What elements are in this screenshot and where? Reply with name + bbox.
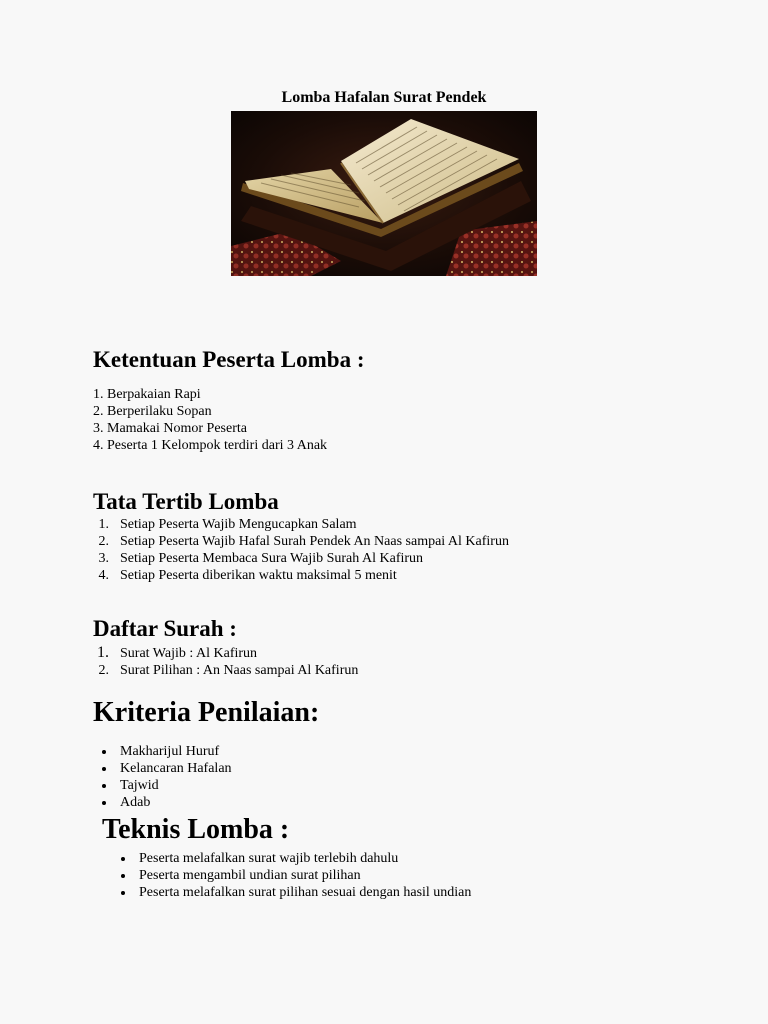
list-item-text: Tajwid xyxy=(120,778,159,793)
list-item-text: Setiap Peserta Wajib Hafal Surah Pendek An Naas sampai Al Kafirun xyxy=(120,534,509,549)
list-item: 1. Berpakaian Rapi xyxy=(93,387,201,402)
bullet-icon xyxy=(121,874,125,878)
list-item-text: Setiap Peserta diberikan waktu maksimal 5 menit xyxy=(120,568,397,583)
quran-photo xyxy=(231,111,537,276)
list-item: 3. Mamakai Nomor Peserta xyxy=(93,421,247,436)
section-heading-ketentuan: Ketentuan Peserta Lomba : xyxy=(93,347,365,372)
bullet-icon xyxy=(102,784,106,788)
list-item-text: Setiap Peserta Membaca Sura Wajib Surah Al Kafirun xyxy=(120,551,424,566)
list-number: 4. xyxy=(98,568,109,583)
bullet-icon xyxy=(102,801,106,805)
list-number: 2. xyxy=(98,534,109,549)
list-item-text: Peserta mengambil undian surat pilihan xyxy=(139,868,361,883)
list-number: 3. xyxy=(98,551,109,566)
bullet-icon xyxy=(121,857,125,861)
list-item: 2. Berperilaku Sopan xyxy=(93,404,212,419)
list-item-text: Surat Wajib : Al Kafirun xyxy=(120,646,258,661)
section-heading-teknis: Teknis Lomba : xyxy=(102,814,290,845)
list-item-text: Surat Pilihan : An Naas sampai Al Kafirun xyxy=(120,663,359,678)
section-heading-kriteria: Kriteria Penilaian: xyxy=(93,697,320,728)
list-number: 1. xyxy=(98,517,109,532)
bullet-icon xyxy=(102,767,106,771)
bullet-icon xyxy=(121,891,125,895)
list-item-text: Makharijul Huruf xyxy=(120,744,220,759)
document-title: Lomba Hafalan Surat Pendek xyxy=(281,89,487,106)
section-heading-tata-tertib: Tata Tertib Lomba xyxy=(93,489,279,514)
list-item-text: Peserta melafalkan surat pilihan sesuai dengan hasil undian xyxy=(139,885,472,900)
list-number: 2. xyxy=(98,663,109,678)
quran-book-icon xyxy=(231,111,537,276)
list-item-text: Setiap Peserta Wajib Mengucapkan Salam xyxy=(120,517,357,532)
list-item-text: Kelancaran Hafalan xyxy=(120,761,232,776)
list-item-text: Peserta melafalkan surat wajib terlebih dahulu xyxy=(139,851,399,866)
bullet-icon xyxy=(102,750,106,754)
section-heading-daftar-surah: Daftar Surah : xyxy=(93,616,237,641)
list-number: 1. xyxy=(97,644,109,661)
list-item-text: Adab xyxy=(120,795,151,810)
ketentuan-list xyxy=(93,386,327,454)
list-item: 4. Peserta 1 Kelompok terdiri dari 3 Anak xyxy=(93,438,328,453)
